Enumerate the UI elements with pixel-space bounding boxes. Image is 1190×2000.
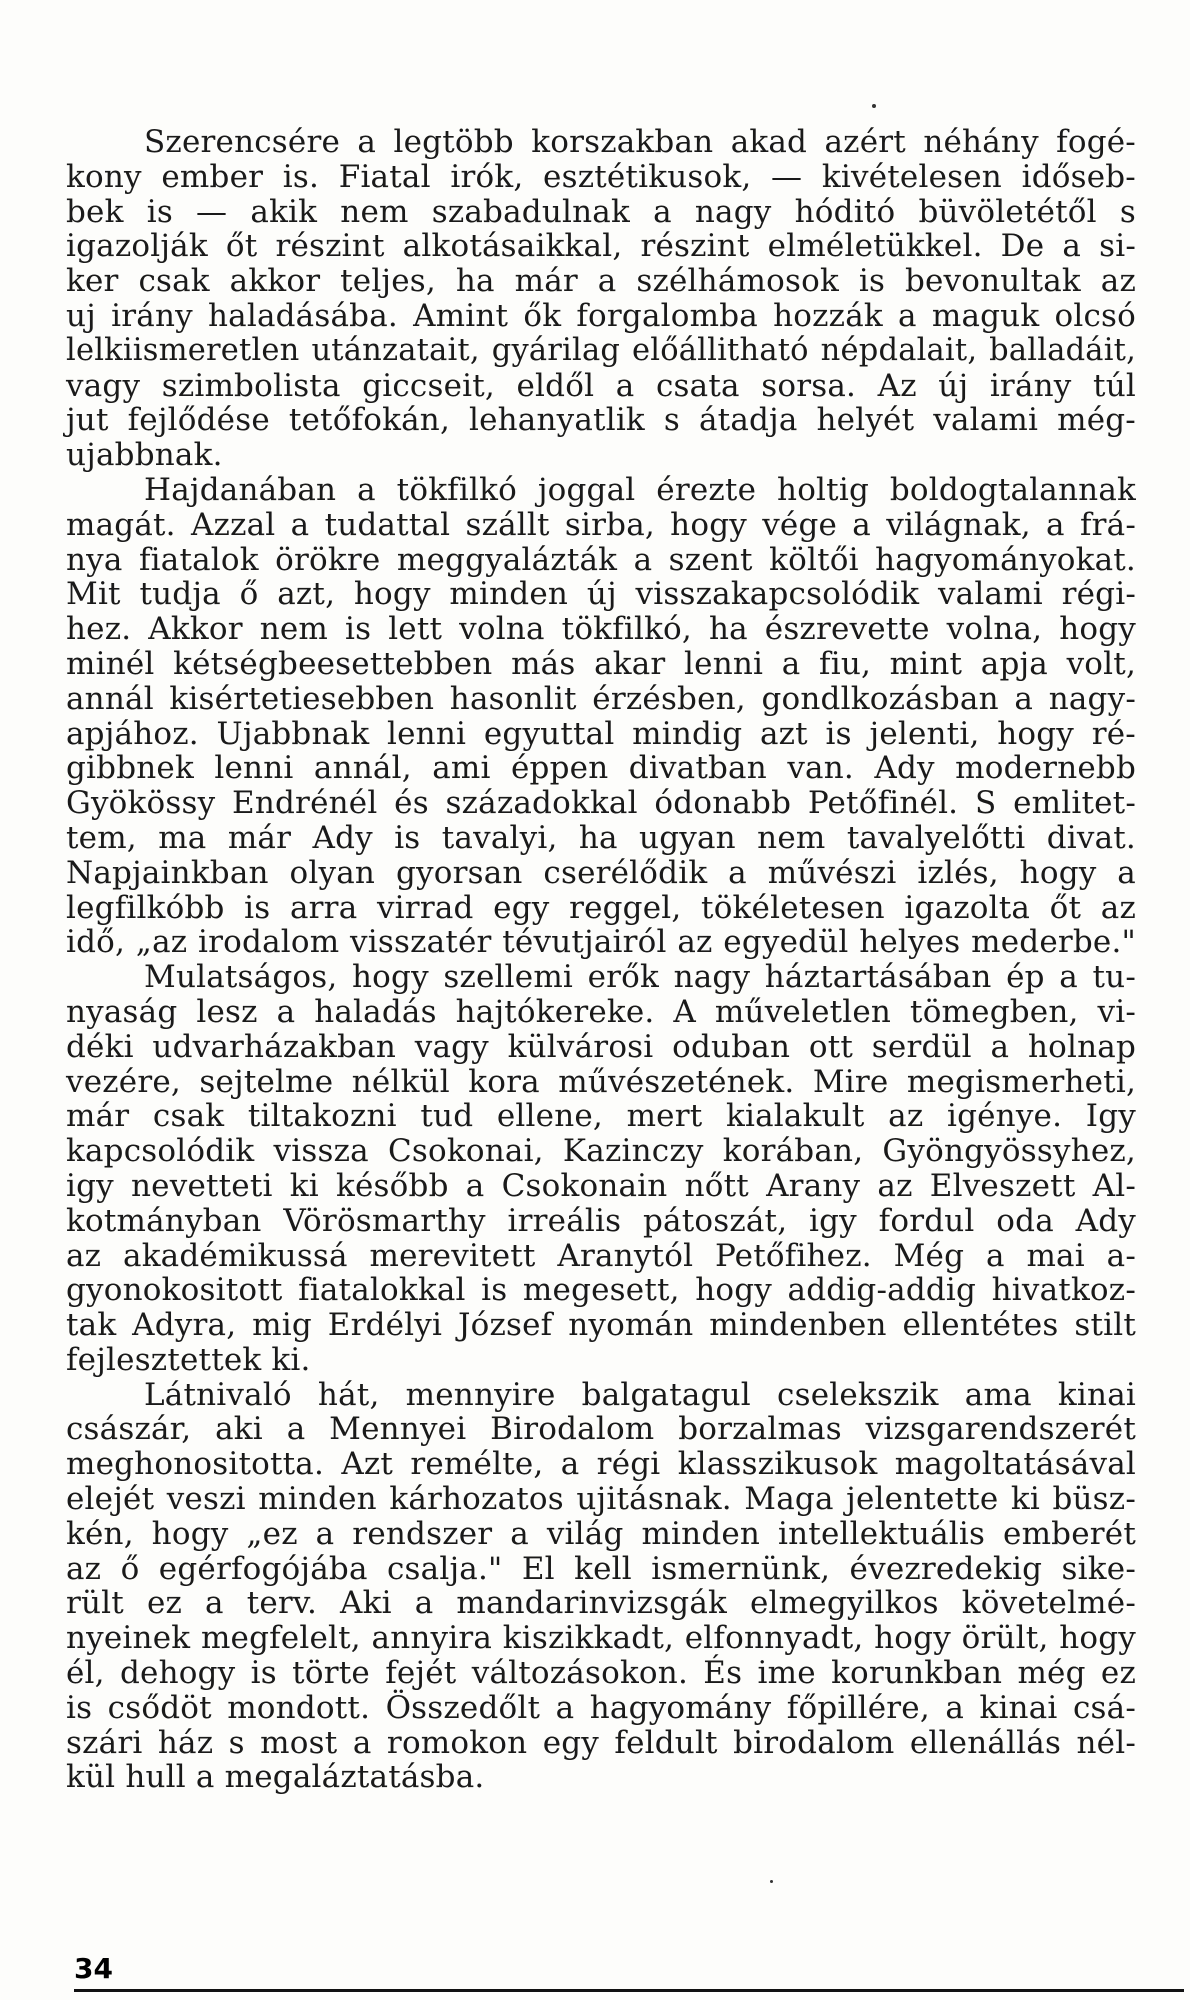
text-line: ker csak akkor teljes, ha már a szélhámosok is bevonultak az [66,263,1136,300]
text-line: elejét veszi minden kárhozatos ujitásnak. Maga jelentette ki büsz- [66,1481,1136,1518]
text-line: bek is — akik nem szabadulnak a nagy hóditó büvöletétől s [66,193,1136,230]
text-line: Napjainkban olyan gyorsan cserélődik a művészi izlés, hogy a [66,854,1136,891]
text-line: ujabbnak. [66,437,223,474]
text-line: fejlesztettek ki. [66,1341,311,1378]
text-line: Gyökössy Endrénél és századokkal ódonabb Petőfinél. S emlitet- [66,785,1136,822]
text-line: vagy szimbolista giccseit, eldől a csata sorsa. Az új irány túl [66,367,1136,404]
text-line: kén, hogy „ez a rendszer a világ minden intellektuális emberét [66,1515,1136,1552]
text-line: apjához. Ujabbnak lenni egyuttal mindig azt is jelenti, hogy ré- [66,715,1136,752]
text-line: igazolják őt részint alkotásaikkal, részint elméletükkel. De a si- [66,228,1136,265]
print-speck [872,104,876,108]
text-line: már csak tiltakozni tud ellene, mert kialakult az igénye. Igy [66,1098,1136,1135]
text-line: császár, aki a Mennyei Birodalom borzalmas vizsgarendszerét [66,1411,1136,1448]
text-line: él, dehogy is törte fejét változásokon. És ime korunkban még ez [66,1655,1136,1692]
text-line: nya fiatalok örökre meggyalázták a szent költői hagyományokat. [66,541,1136,578]
text-line: gibbnek lenni annál, ami éppen divatban van. Ady modernebb [66,750,1136,787]
text-line: Szerencsére a legtöbb korszakban akad azért néhány fogé- [144,124,1136,160]
text-line: meghonositotta. Azt remélte, a régi klasszikusok magoltatásával [66,1446,1136,1483]
text-line: az ő egérfogójába csalja." El kell ismernünk, évezredekig sike- [66,1550,1136,1587]
text-line: is csődöt mondott. Összedőlt a hagyomány főpillére, a kinai csá- [66,1689,1136,1726]
text-line: jut fejlődése tetőfokán, lehanyatlik s átadja helyét valami még- [66,402,1136,439]
text-line: igy nevetteti ki később a Csokonain nőtt Arany az Elveszett Al- [66,1167,1136,1204]
print-speck [770,1880,773,1883]
text-line: vezére, sejtelme nélkül kora művészetének. Mire megismerheti, [66,1063,1136,1100]
text-line: hez. Akkor nem is lett volna tökfilkó, ha észrevette volna, hogy [66,611,1136,648]
page-number: 34 [74,1952,113,1985]
text-line: magát. Azzal a tudattal szállt sirba, hogy vége a világnak, a frá- [66,506,1136,543]
text-line: annál kisértetiesebben hasonlit érzésben, gondlkozásban a nagy- [66,680,1136,717]
text-line: kony ember is. Fiatal irók, esztétikusok, — kivételesen időseb- [66,158,1136,195]
text-line: Hajdanában a tökfilkó joggal érezte holtig boldogtalannak [144,471,1136,508]
text-line: rült ez a terv. Aki a mandarinvizsgák elmegyilkos követelmé- [66,1585,1136,1622]
body-text [66,125,1136,1795]
text-line: kotmányban Vörösmarthy irreális pátoszát, igy fordul oda Ady [66,1202,1136,1239]
text-line: tem, ma már Ady is tavalyi, ha ugyan nem tavalyelőtti divat. [66,819,1136,856]
text-line: idő, „az irodalom visszatér tévutjairól az egyedül helyes mederbe." [66,924,1136,961]
text-line: Látnivaló hát, mennyire balgatagul cselekszik ama kinai [144,1376,1136,1413]
text-line: szári ház s most a romokon egy feldult birodalom ellenállás nél- [66,1724,1136,1761]
text-line: lelkiismeretlen utánzatait, gyárilag előállitható népdalait, balladáit, [66,332,1136,368]
text-line: uj irány haladásába. Amint ők forgalomba hozzák a maguk olcsó [66,297,1136,334]
text-line: minél kétségbeesettebben más akar lenni a fiu, mint apja volt, [66,645,1136,682]
text-line: Mulatságos, hogy szellemi erők nagy háztartásában ép a tu- [144,959,1136,996]
text-line: gyonokositott fiatalokkal is megesett, hogy addig-addig hivatkoz- [66,1272,1136,1309]
text-line: tak Adyra, mig Erdélyi József nyomán mindenben ellentétes stilt [66,1307,1136,1344]
text-line: az akadémikussá merevitett Aranytól Petőfihez. Még a mai a- [66,1237,1136,1274]
text-line: legfilkóbb is arra virrad egy reggel, tökéletesen igazolta őt az [66,889,1136,926]
text-line: kül hull a megaláztatásba. [66,1759,485,1796]
text-line: kapcsolódik vissza Csokonai, Kazinczy korában, Gyöngyössyhez, [66,1133,1136,1170]
footer-rule [74,1989,1184,1992]
text-line: déki udvarházakban vagy külvárosi oduban ott serdül a holnap [66,1028,1136,1065]
text-line: nyeinek megfelelt, annyira kiszikkadt, elfonnyadt, hogy örült, hogy [66,1620,1136,1657]
text-line: nyaság lesz a haladás hajtókereke. A műveletlen tömegben, vi- [66,993,1136,1030]
text-line: Mit tudja ő azt, hogy minden új visszakapcsolódik valami régi- [66,576,1136,613]
